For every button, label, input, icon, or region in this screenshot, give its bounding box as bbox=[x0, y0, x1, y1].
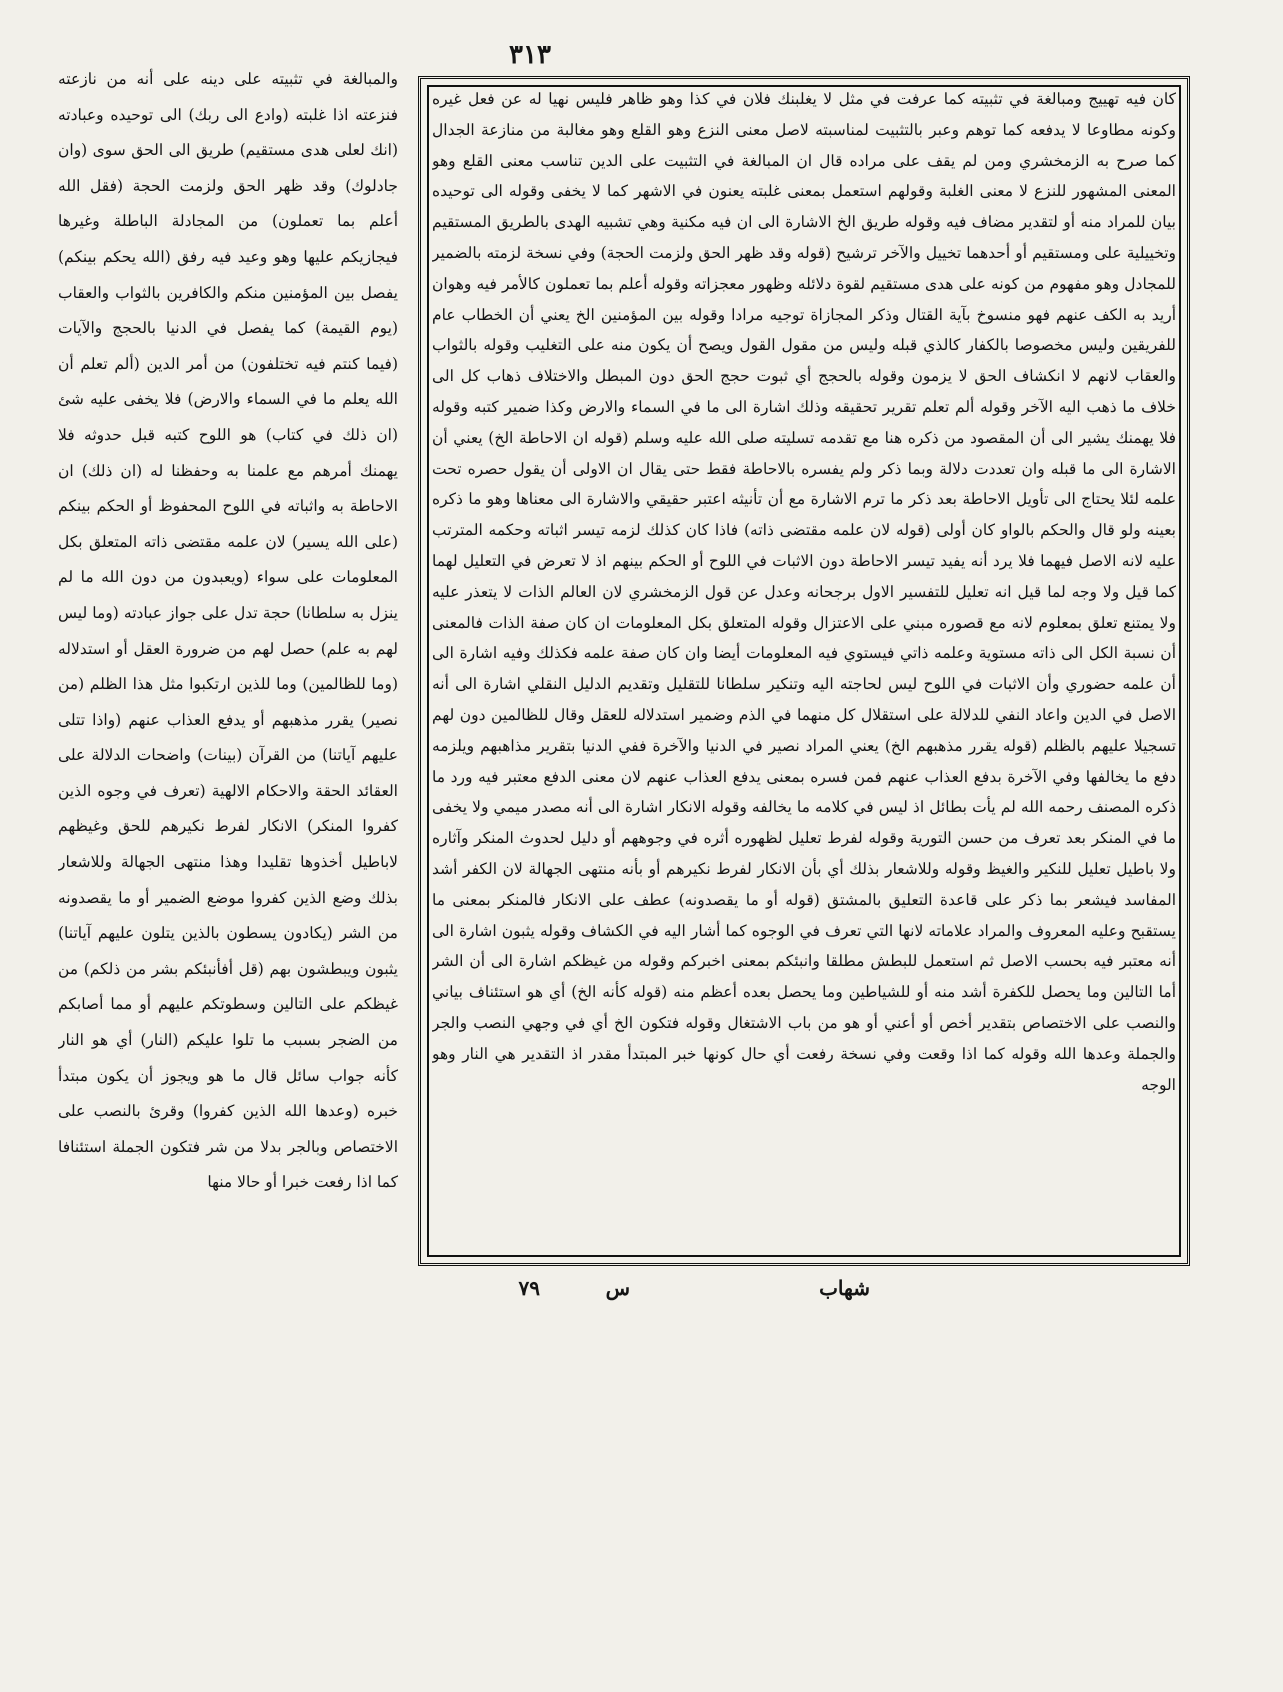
page-number: ٣١٣ bbox=[509, 40, 551, 70]
page-footer bbox=[418, 1276, 1190, 1312]
footer-sheet-label: شهاب bbox=[819, 1276, 870, 1300]
margin-column bbox=[58, 62, 398, 1352]
footer-section-label: س bbox=[605, 1276, 630, 1300]
margin-text: والمبالغة في تثبيته على دينه على أنه من نازعته فنزعته اذا غلبته (وادع الى ربك) الى توحيده وعبادته (انك لعلى هدى مستقيم) طريق الى الحق سوى (وان جادلوك) وقد ظهر الحق ولزمت الحجة (فقل الله أعلم بما تعملون) من المجادلة الباطلة وغيرها فيجازيكم عليها وهو وعيد فيه رفق (الله يحكم بينكم) يفصل بين المؤمنين منكم والكافرين بالثواب والعقاب (يوم القيمة) كما يفصل في الدنيا بالحجج والآيات (فيما كنتم فيه تختلفون) من أمر الدين (ألم تعلم أن الله يعلم ما في السماء والارض) فلا يخفى عليه شئ (ان ذلك في كتاب) هو اللوح كتبه قبل حدوثه فلا يهمنك أمرهم مع علمنا به وحفظنا له (ان ذلك) ان الاحاطة به واثباته في اللوح المحفوظ أو الحكم بينكم (على الله يسير) لان علمه مقتضى ذاته المتعلق بكل المعلومات على سواء (ويعبدون من دون الله ما لم ينزل به سلطانا) حجة تدل على جواز عبادته (وما ليس لهم به علم) حصل لهم من ضرورة العقل أو استدلاله (وما للظالمين) وما للذين ارتكبوا مثل هذا الظلم (من نصير) يقرر مذهبهم أو يدفع العذاب عنهم (واذا تتلى عليهم آياتنا) من القرآن (بينات) واضحات الدلالة على العقائد الحقة والاحكام الالهية (تعرف في وجوه الذين كفروا المنكر) الانكار لفرط نكيرهم للحق وغيظهم لاباطيل أخذوها تقليدا وهذا منتهى الجهالة وللاشعار بذلك وضع الذين كفروا موضع الضمير أو ما يقصدونه من الشر (يكادون يسطون بالذين يتلون عليهم آياتنا) يثبون ويبطشون بهم (قل أفأنبئكم بشر من ذلكم) من غيظكم على التالين وسطوتكم عليهم أو مما أصابكم من الضجر بسبب ما تلوا عليكم (النار) أي هو النار كأنه جواب سائل قال ما هو ويجوز أن يكون مبتدأ خبره (وعدها الله الذين كفروا) وقرئ بالنصب على الاختصاص وبالجر بدلا من شر فتكون الجملة استئنافا كما اذا رفعت خبرا أو حالا منها bbox=[58, 70, 398, 1192]
footer-sheet-number: ٧٩ bbox=[518, 1276, 540, 1300]
main-text-column bbox=[432, 84, 1176, 1256]
main-text: كان فيه تهييج ومبالغة في تثبيته كما عرفت في مثل لا يغلبنك فلان في كذا وهو ظاهر فليس نهيا له عن فعل غيره وكونه مطاوعا لا يدفعه كما توهم وعبر بالتثبيت لمناسبته لاصل معنى النزع وهو القلع وهو مغالبة من منازعة الجدال كما صرح به الزمخشري ومن لم يقف على مراده قال ان المبالغة في التثبيت على الدين تناسب معنى القلع وهو المعنى المشهور للنزع لا معنى الغلبة وقولهم استعمل بمعنى غلبته يعنون في الاشهر كما لا يخفى وقوله الى توحيده بيان للمراد منه أو لتقدير مضاف فيه وقوله طريق الخ الاشارة الى ان فيه مكنية وهي تشبيه الهدى بالطريق المستقيم وتخييلية على ومستقيم أو أحدهما تخييل والآخر ترشيح (قوله وقد ظهر الحق ولزمت الحجة) وفي نسخة لزمته بالضمير للمجادل وهو مفهوم من كونه على هدى مستقيم لقوة دلائله وظهور معجزاته وقوله أعلم بما تعملون كالأمر فيه وهوان أريد به الكف عنهم فهو منسوخ بآية القتال وذكر المجازاة توجيه مرادا وقوله بين المؤمنين الخ يعني أن الخطاب عام للفريقين وليس مخصوصا بالكفار كالذي قبله وليس من مقول القول ويصح أن يكون منه على التغليب وقوله بالثواب والعقاب لانهم لا انكشاف الحق لا يزمون وقوله بالحجج أي ثبوت حجج الحق دون المبطل والاختلاف ذهاب كل الى خلاف ما ذهب اليه الآخر وقوله ألم تعلم تقرير تحقيقه وذلك اشارة الى ما في السماء والارض وكذا ضمير كتبه وقوله فلا يهمنك يشير الى أن المقصود من ذكره هنا مع تقدمه تسليته صلى الله عليه وسلم (قوله ان الاحاطة الخ) يعني أن الاشارة الى ما قبله وان تعددت دلالة وبما ذكر ولم يفسره بالاحاطة فقط حتى يقال ان الاولى أن يقول حصره تحت علمه لئلا يحتاج الى تأويل الاحاطة بعد ذكر ما ترم الاشارة مع أن تأنيثه اعتبر حقيقي والاشارة الى معناها وهو ما ذكره بعينه ولو قال والحكم بالواو كان أولى (قوله لان علمه مقتضى ذاته) فاذا كان كذلك لزمه تيسر اثباته وحكمه المترتب عليه لانه الاصل فيهما فلا يرد أنه يفيد تيسر الاحاطة دون الاثبات في اللوح أو الحكم بينهم اذ لا تعرض في التعليل لهما كما قيل ولا وجه لما قيل انه تعليل للتفسير الاول برجحانه وعدل عن قول الزمخشري لان العالم الذات لا يتعذر عليه ولا يمتنع تعلق بمعلوم لانه مع قصوره مبني على الاعتزال وقوله المتعلق بكل المعلومات ان كان صفة الذات فالمعنى أن نسبة الكل الى ذاته مستوية وعلمه ذاتي فيستوي فيه المعلومات أيضا وان كان صفة علمه فكذلك وفيه اشارة الى أن علمه حضوري وأن الاثبات في اللوح ليس لحاجته اليه وتنكير سلطانا للتقليل وتقديم الدليل النقلي اشارة الى أنه الاصل في الدين واعاد النفي للدلالة على استقلال كل منهما في الذم وضمير استدلاله للعقل وقال للظالمين دون لهم تسجيلا عليهم بالظلم (قوله يقرر مذهبهم الخ) يعني المراد نصير في الدنيا والآخرة ففي الدنيا بتقرير مذاهبهم ويلزمه دفع ما يخالفها وفي الآخرة بدفع العذاب عنهم فمن فسره بمعنى يدفع العذاب عنهم لان معنى الدفع معتبر فيه ورد ما ذكره المصنف رحمه الله لم يأت بطائل اذ ليس في كلامه ما يخالفه وقوله الانكار اشارة الى أنه مصدر ميمي ولا يخفى ما في المنكر بعد تعرف من حسن التورية وقوله لفرط تعليل لظهوره أثره في وجوههم أو دليل لحدوث المنكر وآثاره ولا باطيل تعليل للنكير والغيظ وقوله وللاشعار بذلك أي بأن الانكار لفرط نكيرهم أو بأنه منتهى الجهالة لان الكفر أشد المفاسد فيشعر بما ذكر على قاعدة التعليق بالمشتق (قوله أو ما يقصدونه) عطف على الانكار فالمنكر بمعنى ما يستقبح وعليه المعروف والمراد علاماته لانها التي تعرف في الوجوه كما أشار اليه في الكشاف وقوله يثبون اشارة الى أنه معتبر فيه بحسب الاصل ثم استعمل للبطش مطلقا وانبئكم بمعنى اخبركم وقوله من غيظكم اشارة الى أن الشر أما التالين وما يحصل للكفرة أشد منه أو للشياطين وما يحصل بعده أعظم منه (قوله كأنه الخ) أي هو استئناف بياني والنصب على الاختصاص بتقدير أخص أو أعني أو هو من باب الاشتغال وقوله فتكون الخ أي في وجهي النصب والجر والجملة وعدها الله وقوله كما اذا وقعت وفي نسخة رفعت أي حال كونها خبر المبتدأ مقدر اذ التقدير هي النار وهو الوجه bbox=[432, 90, 1176, 1094]
